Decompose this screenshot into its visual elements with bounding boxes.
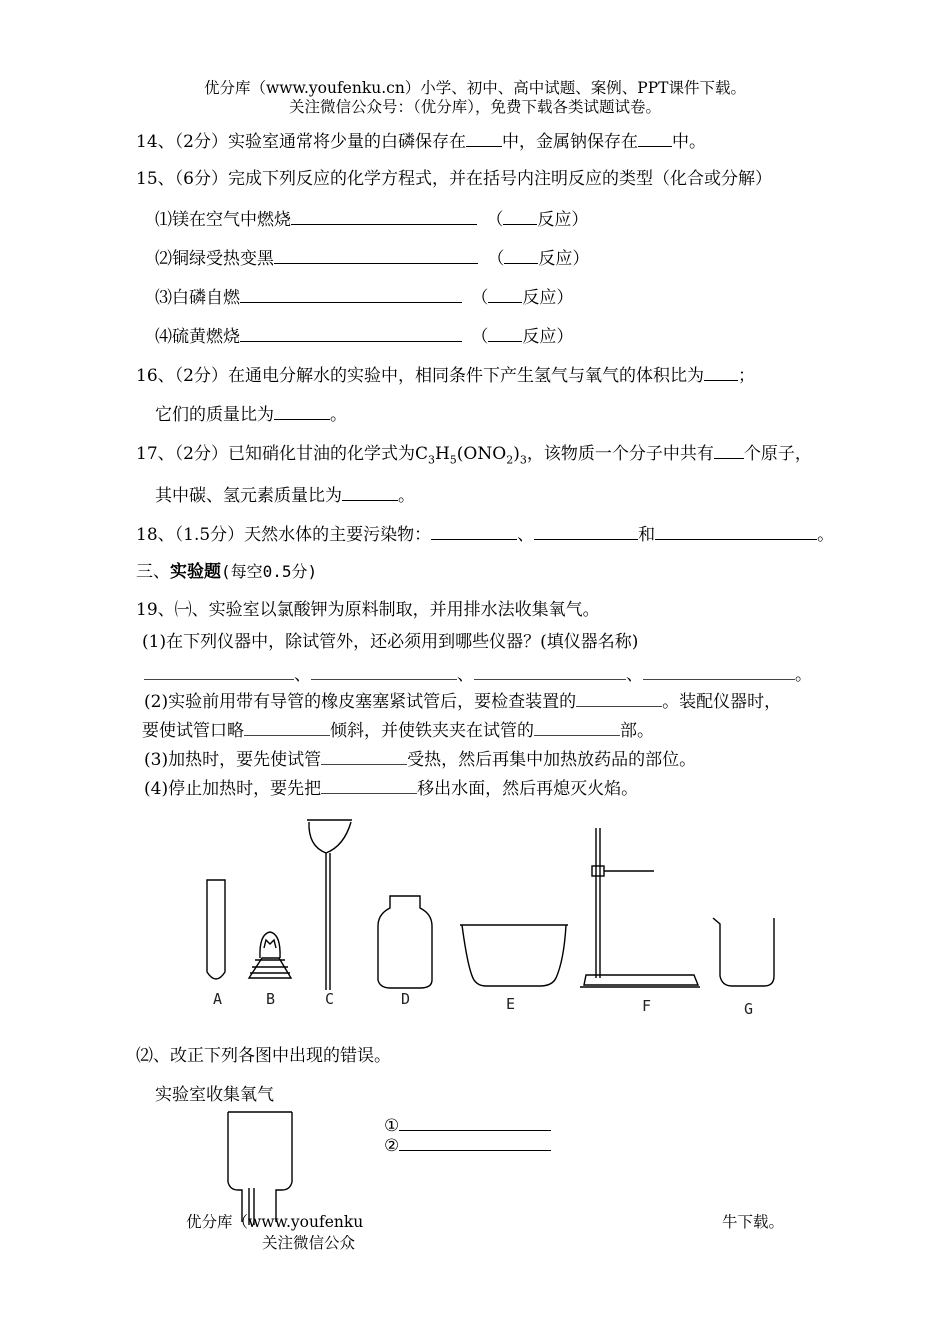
alcohol-lamp-b xyxy=(249,932,291,978)
question-19-part-1-blanks: 、 、 、 。 xyxy=(144,663,812,685)
footer-right: 牛下载。 xyxy=(722,1213,785,1231)
question-17: 17、（2分）已知硝化甘油的化学式为$C_3H_5(ONO_2)_3$，该物质一个分子中共有 个原子， xyxy=(136,444,812,467)
question-16-line-2: 它们的质量比为 。 xyxy=(155,405,347,425)
question-14: 14、（2分）实验室通常将少量的白磷保存在 中，金属钠保存在 中。 xyxy=(136,132,706,152)
question-15-item-3: ⑶白磷自燃 （ 反应） xyxy=(155,288,574,308)
question-17-line-2: 其中碳、氢元素质量比为 。 xyxy=(155,486,415,506)
blank[interactable] xyxy=(399,1134,551,1151)
gas-bottle-d xyxy=(378,896,432,988)
correction-1: ① xyxy=(384,1114,551,1136)
iron-stand-f xyxy=(580,828,700,987)
beaker-g xyxy=(713,918,774,986)
header-line-2: 关注微信公众号：（优分库），免费下载各类试题试卷。 xyxy=(288,98,661,116)
question-19-part-2: (2)实验前用带有导管的橡皮塞塞紧试管后，要检查装置的 。装配仪器时， xyxy=(144,692,782,712)
label-b: B xyxy=(266,990,276,1008)
question-18: 18、（1.5分）天然水体的主要污染物： 、 和 。 xyxy=(136,525,835,545)
label-c: C xyxy=(325,990,335,1008)
label-f: F xyxy=(642,997,652,1015)
question-15-stem: 15、（6分）完成下列反应的化学方程式，并在括号内注明反应的类型（化合或分解） xyxy=(136,169,772,189)
question-19-part-3: (3)加热时，要先使试管 受热，然后再集中加热放药品的部位。 xyxy=(144,750,697,770)
question-15-item-1: ⑴镁在空气中燃烧 （ 反应） xyxy=(155,210,589,230)
label-e: E xyxy=(506,995,516,1013)
section-3-title: 三、实验题(每空0.5分) xyxy=(136,562,318,582)
water-trough-e xyxy=(460,925,568,986)
correction-2: ② xyxy=(384,1134,551,1156)
footer-left: 优分库（www.youfenku xyxy=(186,1213,364,1231)
label-g: G xyxy=(744,1000,754,1018)
question-19-title: 19、㈠、实验室以氯酸钾为原料制取，并用排水法收集氧气。 xyxy=(136,600,600,620)
long-stem-funnel-c xyxy=(307,820,352,990)
test-tube-a xyxy=(207,880,225,979)
question-19-part-2-line-2: 要使试管口略 倾斜，并使铁夹夹在试管的 部。 xyxy=(142,721,654,741)
question-15-item-4: ⑷硫黄燃烧 （ 反应） xyxy=(155,327,574,347)
label-a: A xyxy=(213,990,223,1008)
question-15-item-2: ⑵铜绿受热变黑 （ 反应） xyxy=(155,249,590,269)
blank[interactable] xyxy=(399,1114,551,1131)
part-2-title: ⑵、改正下列各图中出现的错误。 xyxy=(136,1046,391,1066)
part-2-caption: 实验室收集氧气 xyxy=(155,1085,274,1105)
oxygen-collection-setup xyxy=(228,1112,292,1225)
footer-line-2: 关注微信公众 xyxy=(262,1234,356,1252)
label-d: D xyxy=(401,990,411,1008)
header-line-1: 优分库（www.youfenku.cn）小学、初中、高中试题、案例、PPT课件下载。 xyxy=(203,79,747,97)
question-19-part-1: (1)在下列仪器中，除试管外，还必须用到哪些仪器？(填仪器名称) xyxy=(142,632,639,652)
question-16: 16、（2分）在通电分解水的实验中，相同条件下产生氢气与氧气的体积比为 ； xyxy=(136,366,755,386)
question-19-part-4: (4)停止加热时，要先把 移出水面，然后再熄灭火焰。 xyxy=(144,779,639,799)
